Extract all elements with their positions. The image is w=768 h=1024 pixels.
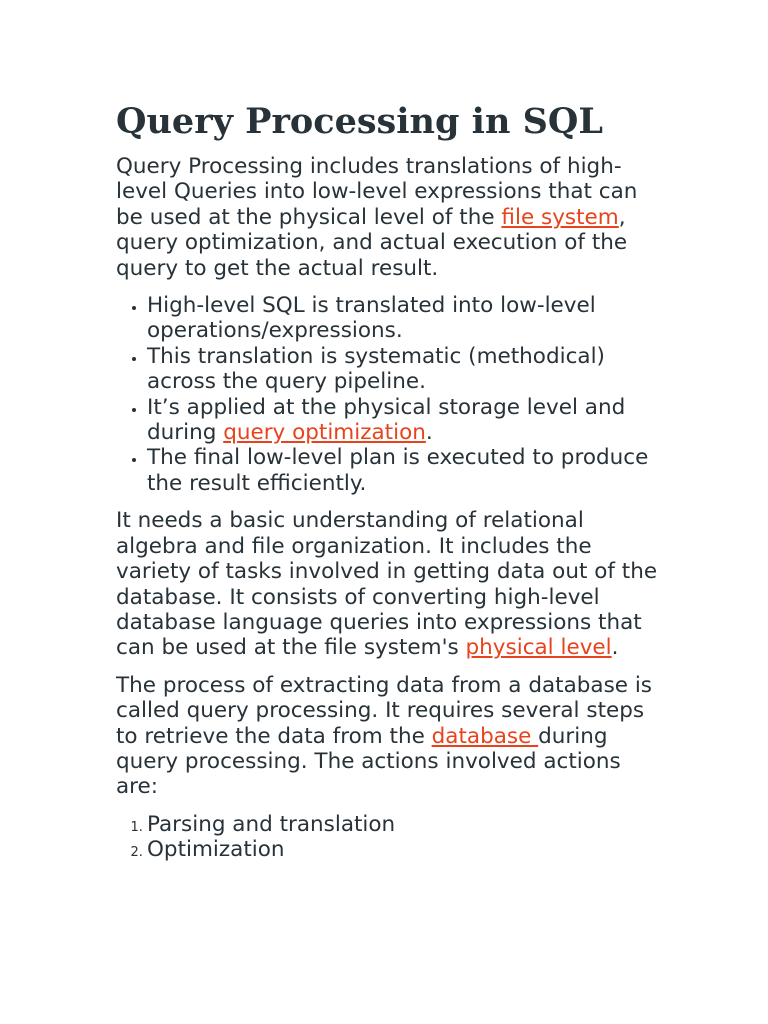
bullet-item: • The final low-level plan is executed to produce the result efficiently. <box>147 445 661 496</box>
process-paragraph <box>116 673 661 800</box>
database-link[interactable]: database <box>431 723 539 749</box>
steps-numbered-list <box>116 812 661 863</box>
bullet-item <box>147 395 661 446</box>
physical-level-link[interactable]: physical level <box>465 635 612 661</box>
step-item: 1. Parsing and translation <box>147 812 661 837</box>
bullet-text-end: . <box>425 420 433 446</box>
intro-text-end: , query optimization, and actual execution of the query to get the actual result. <box>116 204 628 281</box>
paragraph-text-end: during query processing. The actions involved actions are: <box>116 723 621 800</box>
paragraph-text-start: The process of extracting data from a database is called query processing. It requires several steps to retrieve the data from the <box>116 672 653 749</box>
query-optimization-link[interactable]: query optimization <box>223 420 426 446</box>
bullet-item: • This translation is systematic (methodical) across the query pipeline. <box>147 344 661 395</box>
bullet-item: • High-level SQL is translated into low-level operations/expressions. <box>147 293 661 344</box>
bullet-text-start: It’s applied at the physical storage level and during <box>147 394 626 446</box>
file-system-link[interactable]: file system <box>501 204 619 230</box>
paragraph-text-start: It needs a basic understanding of relational algebra and file organization. It includes the variety of tasks involved in getting data out of the database. It consists of converting high-level database language queries into expressions that can be used at the file system's <box>116 508 658 661</box>
step-item: 2. Optimization <box>147 837 661 862</box>
article <box>116 100 661 875</box>
intro-text-start: Query Processing includes translations of high-level Queries into low-level expressions that can be used at the physical level of the <box>116 154 638 230</box>
page-title: Query Processing in SQL <box>116 101 603 142</box>
intro-paragraph <box>116 154 661 281</box>
understanding-paragraph <box>116 508 661 660</box>
paragraph-text-end: . <box>611 635 619 661</box>
summary-bullet-list <box>116 293 661 496</box>
